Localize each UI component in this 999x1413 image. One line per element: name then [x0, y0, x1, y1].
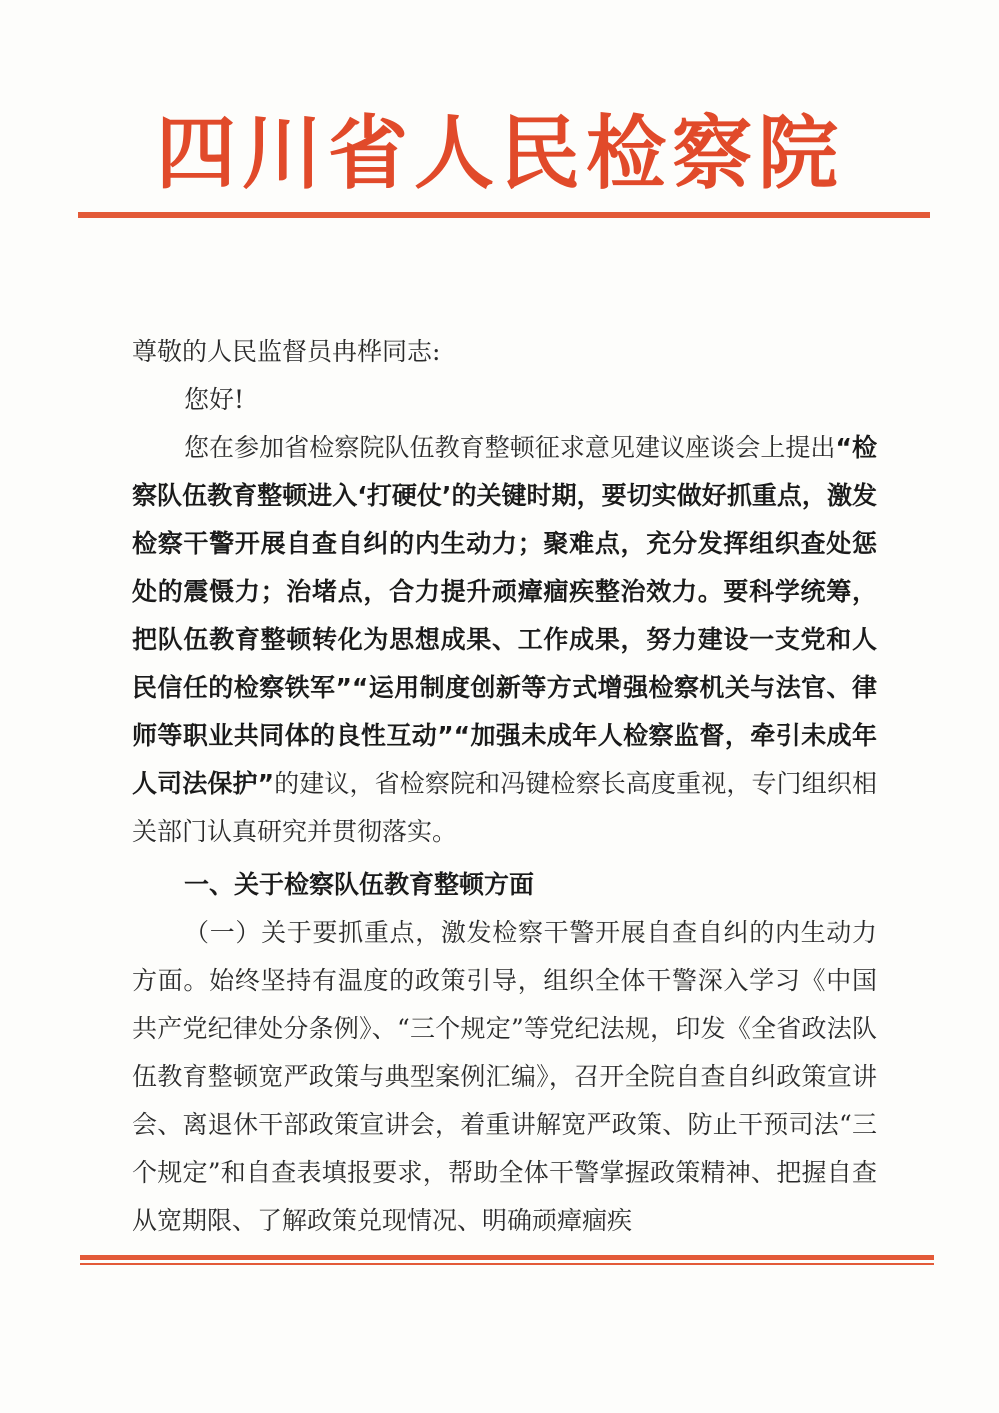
greeting: 您好!: [184, 385, 245, 414]
paragraph-section1-item1: （一）关于要抓重点，激发检察干警开展自查自纠的内生动力方面。始终坚持有温度的政策引导，组织全体干警深入学习《中国共产党纪律处分条例》、“三个规定”等党纪法规，印发《全省政法队伍教育整顿宽严政策与典型案例汇编》，召开全院自查自纠政策宣讲会、离退休干部政策宣讲会，着重讲解宽严政策、防止干预司法“三个规定”和自查表填报要求，帮助全体干警掌握政策精神、把握自查从宽期限、了解政策兑现情况、明确顽瘴痼疾: [132, 918, 877, 1235]
section-heading-1: 一、关于检察队伍教育整顿方面: [184, 870, 535, 899]
footer-rule-thick: [80, 1255, 934, 1260]
salutation: 尊敬的人民监督员冉桦同志:: [132, 337, 441, 366]
letterhead-title: 四川省人民检察院: [156, 107, 844, 200]
paragraph-conclusion: 的建议，省检察院和冯键检察长高度重视，专门组织相关部门认真研究并贯彻落实。: [132, 769, 877, 846]
footer-rule-thin: [80, 1263, 934, 1265]
paragraph-quoted-suggestions: “检察队伍教育整顿进入‘打硬仗’的关键时期，要切实做好抓重点，激发检察干警开展自查自纠的内生动力；聚难点，充分发挥组织查处惩处的震慑力；治堵点，合力提升顽瘴痼疾整治效力。要科学统筹，把队伍教育整顿转化为思想成果、工作成果，努力建设一支党和人民信任的检察铁军”“运用制度创新等方式增强检察机关与法官、律师等职业共同体的良性互动”“加强未成年人检察监督，牵引未成年人司法保护”: [132, 433, 877, 798]
paragraph-suggestions-content: [132, 424, 877, 856]
letterhead-rule: [78, 212, 930, 218]
paragraph-intro: 您在参加省检察院队伍教育整顿征求意见建议座谈会上提出: [184, 433, 836, 462]
paragraph-suggestions: [132, 424, 877, 856]
